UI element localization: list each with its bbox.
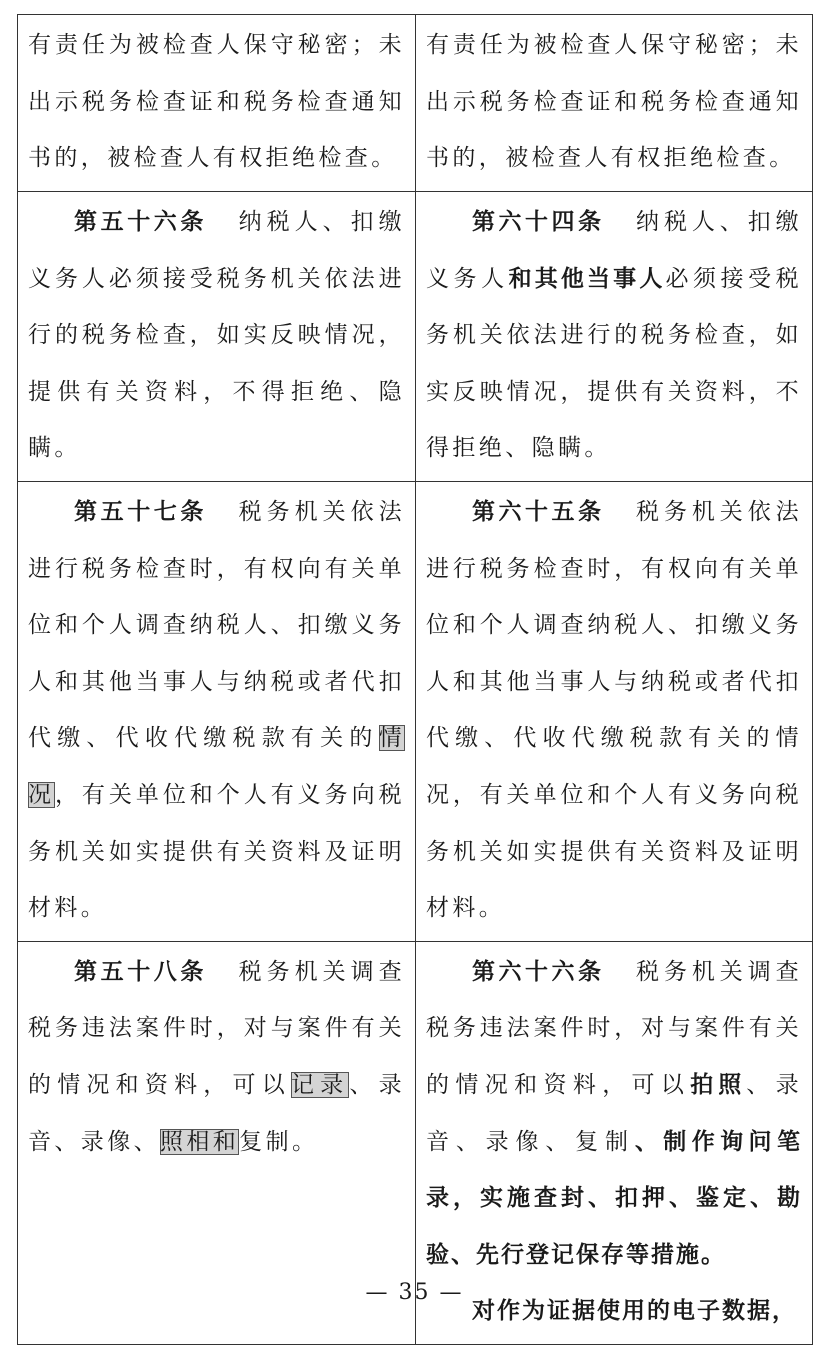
- highlighted-text: 情况: [28, 725, 405, 808]
- article-paragraph: [426, 944, 802, 1284]
- article-paragraph: [28, 484, 405, 937]
- article-text: ，有关单位和个人有义务向税务机关如实提供有关资料及证明材料。: [28, 781, 405, 922]
- comparison-table: [17, 14, 813, 1345]
- article-paragraph: [28, 944, 405, 1170]
- article-title: 第五十七条: [74, 498, 207, 525]
- added-text: 拍照: [690, 1071, 747, 1098]
- article-text: 税务机关调查税务违法案件时，对与案件有关的情况和资料，可以: [28, 958, 405, 1098]
- article-text: 有责任为被检查人保守秘密；未出示税务检查证和税务检查通知书的，被检查人有权拒绝检查。: [426, 32, 802, 172]
- added-text: 、制作询问笔录，实施查封、扣押、鉴定、勘验、先行登记保存等措施。: [426, 1128, 802, 1268]
- article-title: 第六十四条: [472, 209, 605, 235]
- article-paragraph: [426, 194, 802, 477]
- article-text: 、录音、录像、复制: [426, 1071, 802, 1155]
- article-title: 第五十六条: [74, 209, 207, 235]
- article-paragraph: [28, 194, 405, 477]
- highlighted-text: 照相和: [160, 1128, 240, 1155]
- article-text: 税务机关调查税务违法案件时，对与案件有关的情况和资料，可以: [426, 958, 802, 1098]
- article-paragraph: [426, 484, 802, 937]
- added-paragraph: 对作为证据使用的电子数据，: [472, 1298, 797, 1325]
- article-text: 复制。: [239, 1128, 319, 1155]
- cell-old-article-57: [18, 481, 416, 941]
- article-text: 纳税人、扣缴义务人: [426, 209, 802, 292]
- article-text: 纳税人、扣缴义务人必须接受税务机关依法进行的税务检查，如实反映情况，提供有关资料，不得拒绝、隐瞒。: [28, 209, 405, 462]
- added-text: 和其他当事人: [508, 265, 666, 292]
- article-title: 第六十五条: [472, 498, 605, 525]
- article-title: 第六十六条: [472, 958, 605, 985]
- cell-new-article-65: [416, 481, 813, 941]
- table-row: [18, 15, 813, 192]
- article-text: 、录音、录像、: [28, 1071, 405, 1155]
- cell-old-article-56: [18, 192, 416, 482]
- table-row: [18, 481, 813, 941]
- cell-old-article-55-tail: [18, 15, 416, 192]
- article-text: 有责任为被检查人保守秘密；未出示税务检查证和税务检查通知书的，被检查人有权拒绝检查。: [28, 32, 405, 172]
- article-text: 必须接受税务机关依法进行的税务检查，如实反映情况，提供有关资料，不得拒绝、隐瞒。: [426, 265, 803, 462]
- table-row: [18, 192, 813, 482]
- highlighted-text: 记录: [290, 1071, 350, 1098]
- article-title: 第五十八条: [74, 958, 207, 985]
- article-text: 税务机关依法进行税务检查时，有权向有关单位和个人调查纳税人、扣缴义务人和其他当事人与纳税或者代扣代缴、代收代缴税款有关的情况，有关单位和个人有义务向税务机关如实提供有关资料及证明材料。: [426, 498, 802, 922]
- cell-new-article-63-tail: [416, 15, 813, 192]
- page-number: — 35 —: [365, 1280, 464, 1305]
- article-text: 税务机关依法进行税务检查时，有权向有关单位和个人调查纳税人、扣缴义务人和其他当事人与纳税或者代扣代缴、代收代缴税款有关的: [28, 498, 405, 752]
- cell-new-article-64: [416, 192, 813, 482]
